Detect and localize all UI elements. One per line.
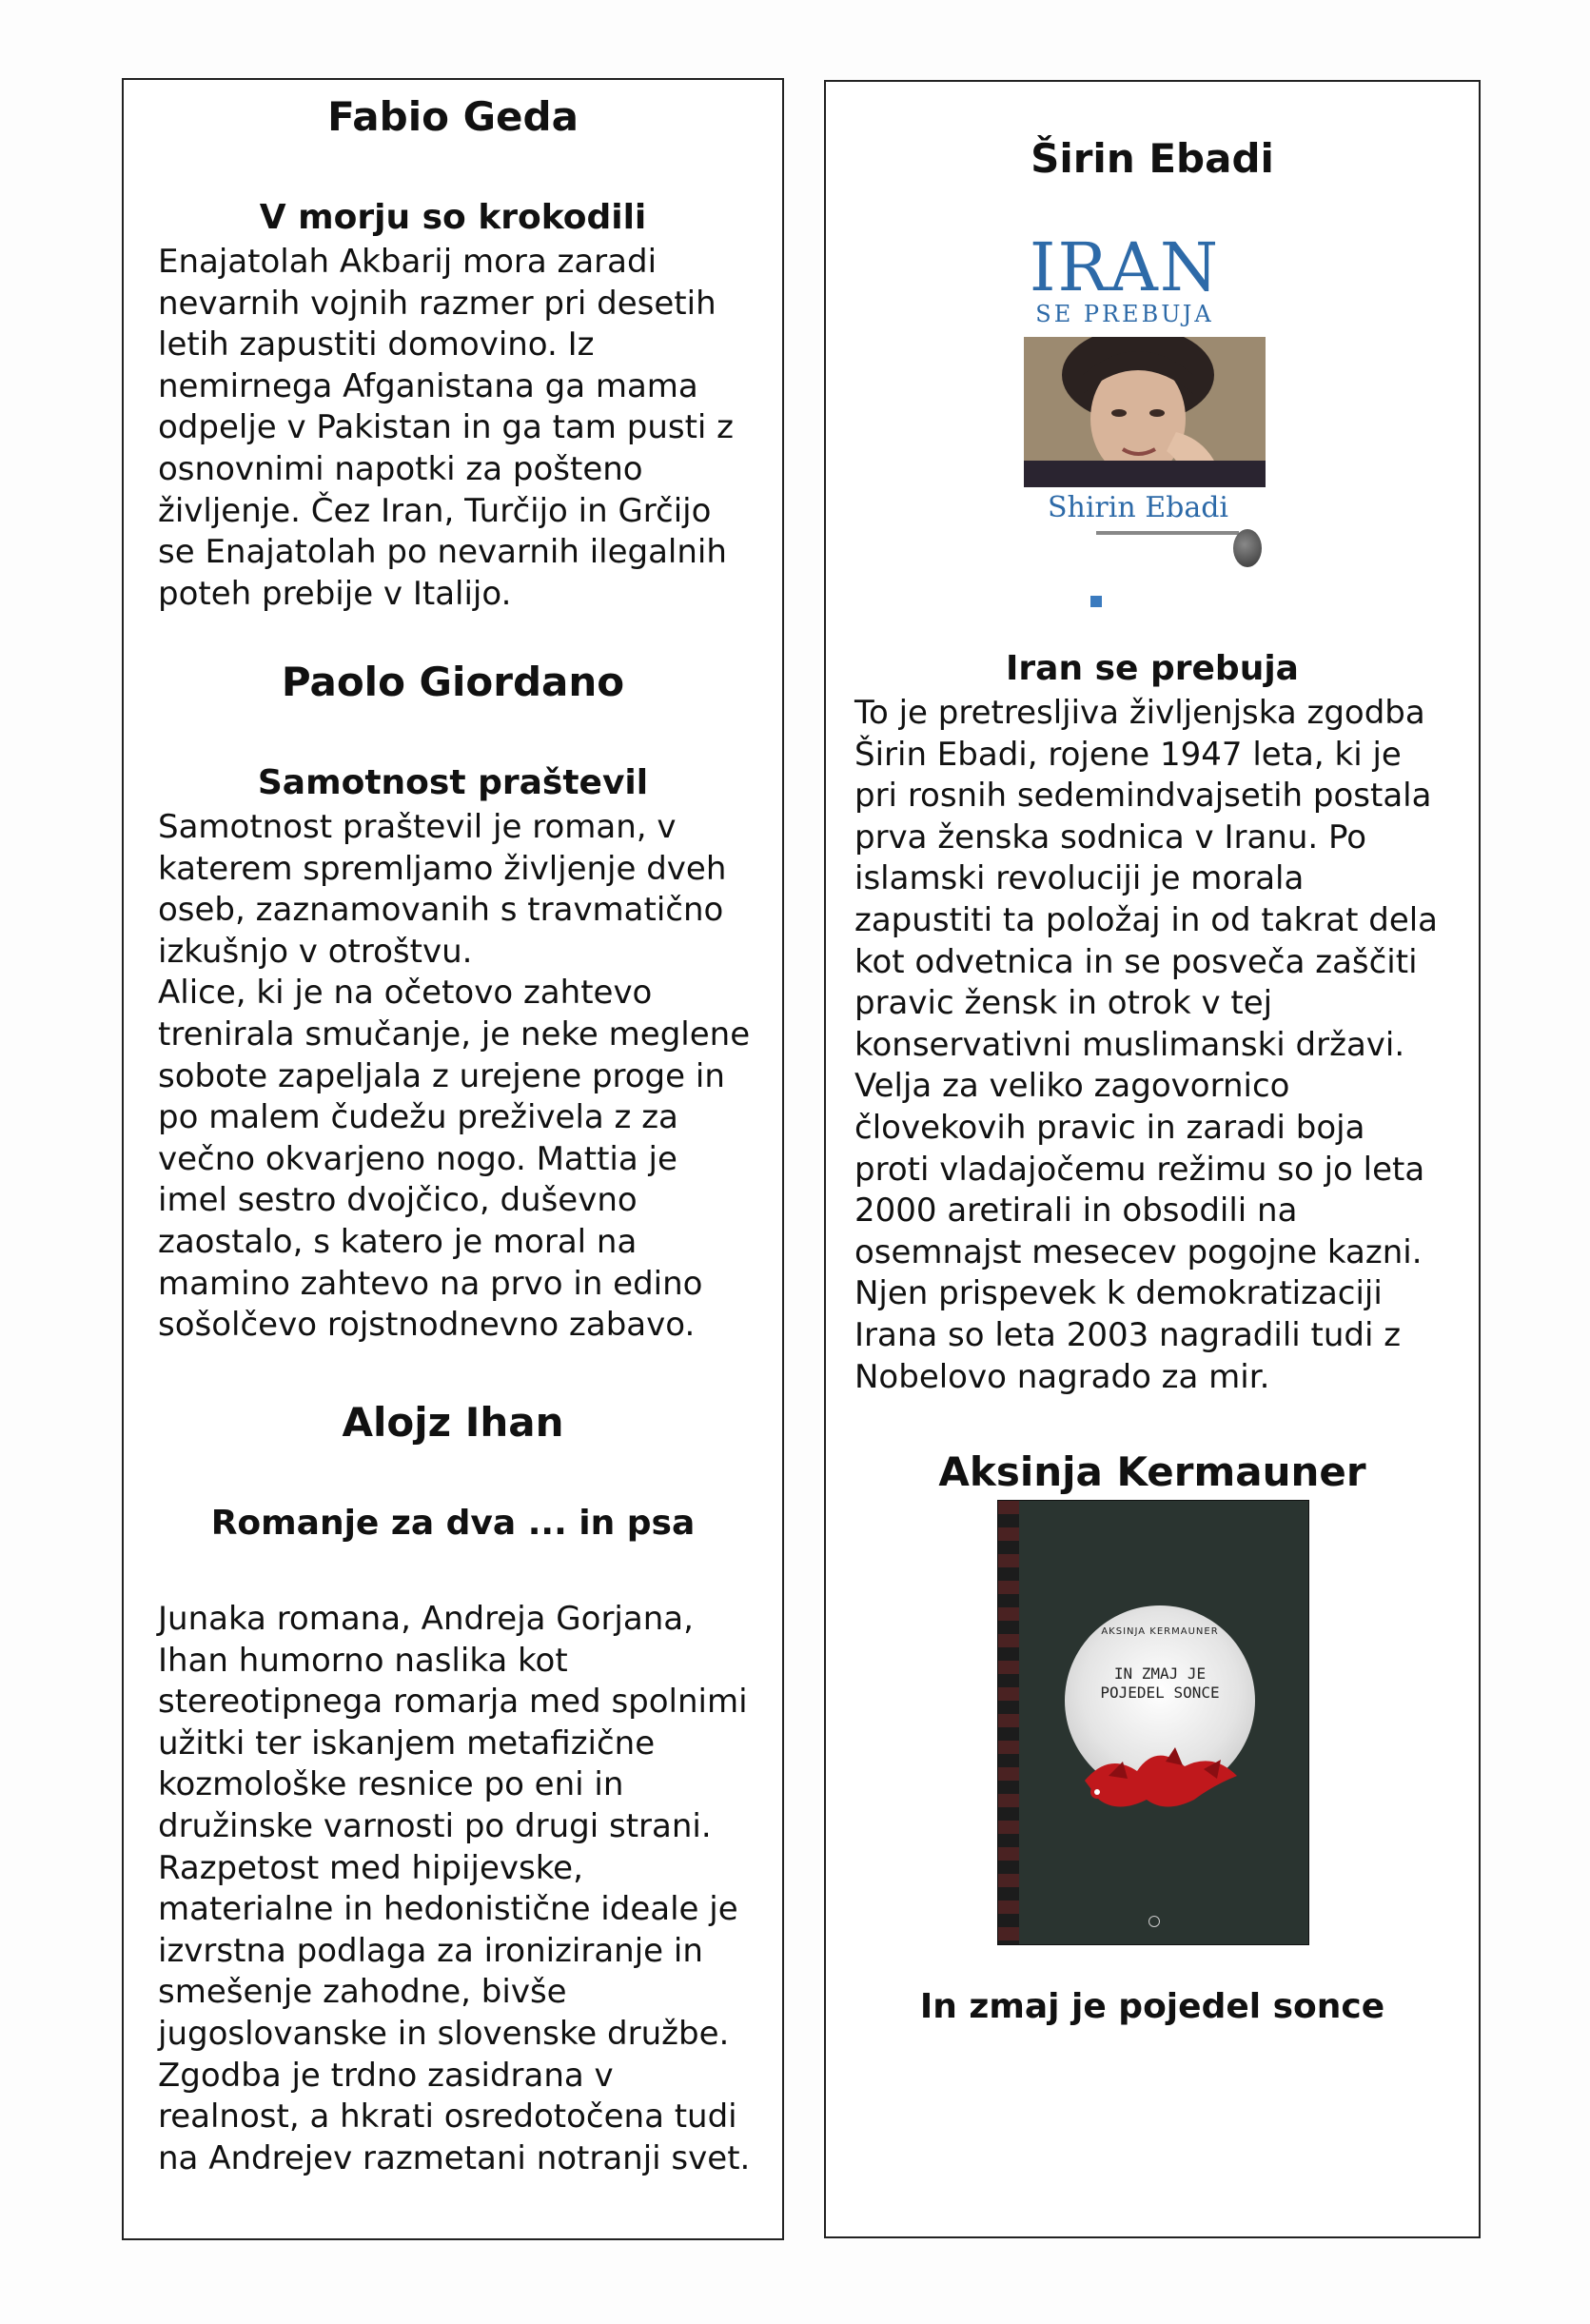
author-paolo-giordano: Paolo Giordano (281, 659, 625, 705)
portrait-photo-icon (1024, 337, 1266, 487)
book-title-iran-se-prebuja: Iran se prebuja (1006, 649, 1299, 688)
book-description-v-morju: Enajatolah Akbarij mora zaradi nevarnih vojnih razmer pri desetih letih zapustiti domovino. Iz nemirnega Afganistana ga mama odpelje v Pakistan in ga tam pusti z osnovnimi napotki za pošteno življenje. Čez Iran, Turčijo in Grčijo se Enajatolah po nevarnih ilegalnih poteh prebije v Italijo. (158, 243, 735, 613)
cover-side-ornament (998, 1501, 1019, 1944)
book-description-iran-se-prebuja: To je pretresljiva življenjska zgodba Širin Ebadi, rojene 1947 leta, ki je pri rosnih sedemindvajsetih postala prva ženska sodnica v Iranu. Po islamski revoluciji je morala zapustiti ta položaj in od takrat dela kot odvetnica in se posveča zaščiti pravic žensk in otrok v tej konservativni muslimanski državi. Velja za veliko zagovornico človekovih pravic in zaradi boja proti vladajočemu režimu so jo leta 2000 aretirali in obsodili na osemnajst mesecev pogojne kazni. Njen prispevek k demokratizaciji Irana so leta 2003 nagradili tudi z Nobelovo nagrado za mir. (854, 694, 1439, 1396)
book-description-romanje: Junaka romana, Andreja Gorjana, Ihan humorno naslika kot stereotipnega romarja med spolnimi užitki ter iskanjem metafizične kozmološke resnice po eni in družinske varnosti po drugi strani. Razpetost med hipijevske, materialne in hedonistične ideale je izvrstna podlaga za ironiziranje in smešenje zahodne, bivše jugoslovanske in slovenske družbe. Zgodba je trdno zasidrana v realnost, a hkrati osredotočena tudi na Andrejev razmetani notranji svet. (158, 1600, 751, 2177)
cover-title-iran: IRAN (1029, 228, 1221, 306)
author-aksinja-kermauner: Aksinja Kermauner (938, 1448, 1366, 1495)
book-title-in-zmaj-je-pojedel-sonce: In zmaj je pojedel sonce (919, 1987, 1385, 2026)
red-dragon-icon (1080, 1733, 1242, 1819)
book-title-samotnost-prastevil: Samotnost praštevil (257, 763, 649, 802)
left-book-column (122, 78, 784, 2240)
book-title-romanje-za-dva: Romanje za dva ... in psa (210, 1504, 696, 1543)
book-description-samotnost: Samotnost praštevil je roman, v katerem spremljamo življenje dveh oseb, zaznamovanih s travmatično izkušnjo v otroštvu. Alice, ki je na očetovo zahtevo trenirala smučanje, je neke meglene sobote zapeljala z urejene proge in po malem čudežu preživela z za večno okvarjeno nogo. Mattia je imel sestro dvojčico, duševno zaostalo, s katero je moral na mamino zahtevo na prvo in edino sošolčevo rojstnodnevno zabavo. (158, 808, 751, 1345)
publisher-mark-icon (1090, 596, 1102, 607)
author-alojz-ihan: Alojz Ihan (342, 1399, 564, 1446)
cover-title-se-prebuja: SE PREBUJA (1035, 301, 1214, 327)
author-sirin-ebadi: Širin Ebadi (1031, 135, 1274, 182)
book-title-v-morju-so-krokodili: V morju so krokodili (259, 198, 647, 237)
author-fabio-geda: Fabio Geda (327, 93, 579, 140)
cover-title-in-zmaj: IN ZMAJ JE POJEDEL SONCE (1100, 1664, 1220, 1702)
cover-author-shirin-ebadi: Shirin Ebadi (1047, 491, 1229, 524)
nobel-medal-icon (1233, 529, 1262, 567)
right-book-column (824, 80, 1481, 2238)
book-cover-in-zmaj-je-pojedel-sonce (997, 1500, 1309, 1945)
publisher-logo-icon (1148, 1916, 1160, 1927)
cover-subtitle-line (1096, 531, 1239, 535)
cover-author-aksinja-kermauner: AKSINJA KERMAUNER (1101, 1626, 1219, 1637)
